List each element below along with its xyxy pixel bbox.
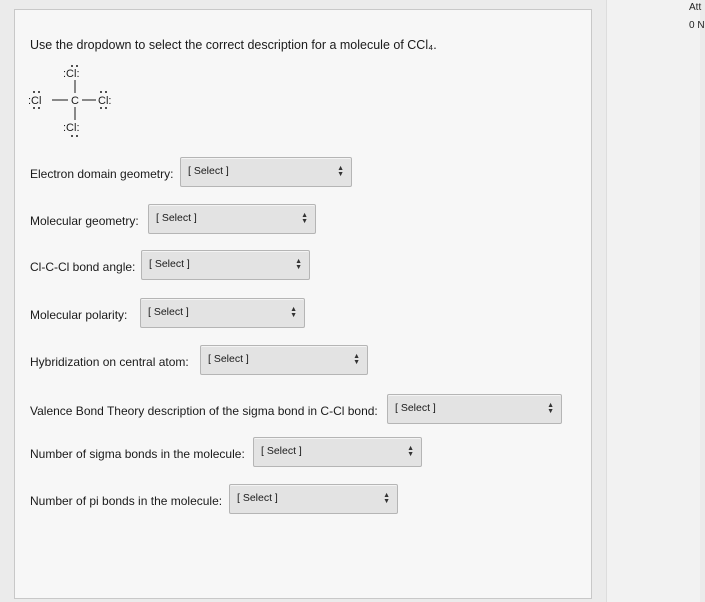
up-down-caret-icon: ▲ ▼: [301, 212, 308, 225]
select-value: [ Select ]: [148, 306, 189, 318]
select-value: [ Select ]: [149, 258, 190, 270]
up-down-caret-icon: ▲ ▼: [353, 353, 360, 366]
select-value: [ Select ]: [261, 445, 302, 457]
up-down-caret-icon: ▲ ▼: [407, 445, 414, 458]
atom-center: C: [71, 95, 79, 107]
atom-left: :Cl: [28, 95, 42, 107]
side-panel: [606, 0, 705, 602]
select-pi-bonds[interactable]: [229, 484, 398, 514]
up-down-caret-icon: ▲ ▼: [290, 306, 297, 319]
label-valence-bond-description: Valence Bond Theory description of the sigma bond in C-Cl bond:: [30, 404, 378, 418]
select-value: [ Select ]: [156, 212, 197, 224]
atom-right: Cl:: [98, 95, 112, 107]
select-molecular-polarity[interactable]: [140, 298, 305, 328]
up-down-caret-icon: ▲ ▼: [383, 492, 390, 505]
up-down-caret-icon: ▲ ▼: [337, 165, 344, 178]
select-hybridization[interactable]: [200, 345, 368, 375]
side-attempt-label: Att: [689, 2, 702, 13]
select-bond-angle[interactable]: [141, 250, 310, 280]
select-value: [ Select ]: [208, 353, 249, 365]
atom-top: :Cl:: [63, 68, 80, 80]
select-molecular-geometry[interactable]: [148, 204, 316, 234]
question-instruction: Use the dropdown to select the correct description for a molecule of CCl₄.: [30, 38, 437, 52]
select-sigma-bonds[interactable]: [253, 437, 422, 467]
up-down-caret-icon: ▲ ▼: [295, 258, 302, 271]
label-bond-angle: Cl-C-Cl bond angle:: [30, 260, 136, 274]
label-electron-domain-geometry: Electron domain geometry:: [30, 167, 174, 181]
up-down-caret-icon: ▲ ▼: [547, 402, 554, 415]
atom-bottom: :Cl:: [63, 122, 80, 134]
select-electron-domain-geometry[interactable]: [180, 157, 352, 187]
label-molecular-geometry: Molecular geometry:: [30, 214, 139, 228]
label-pi-bonds: Number of pi bonds in the molecule:: [30, 494, 223, 508]
label-sigma-bonds: Number of sigma bonds in the molecule:: [30, 447, 245, 461]
side-status-label: 0 N: [689, 20, 705, 31]
select-value: [ Select ]: [188, 165, 229, 177]
select-valence-bond-description[interactable]: [387, 394, 562, 424]
select-value: [ Select ]: [237, 492, 278, 504]
lewis-structure: [28, 62, 138, 144]
label-hybridization: Hybridization on central atom:: [30, 355, 189, 369]
select-value: [ Select ]: [395, 402, 436, 414]
label-molecular-polarity: Molecular polarity:: [30, 308, 128, 322]
